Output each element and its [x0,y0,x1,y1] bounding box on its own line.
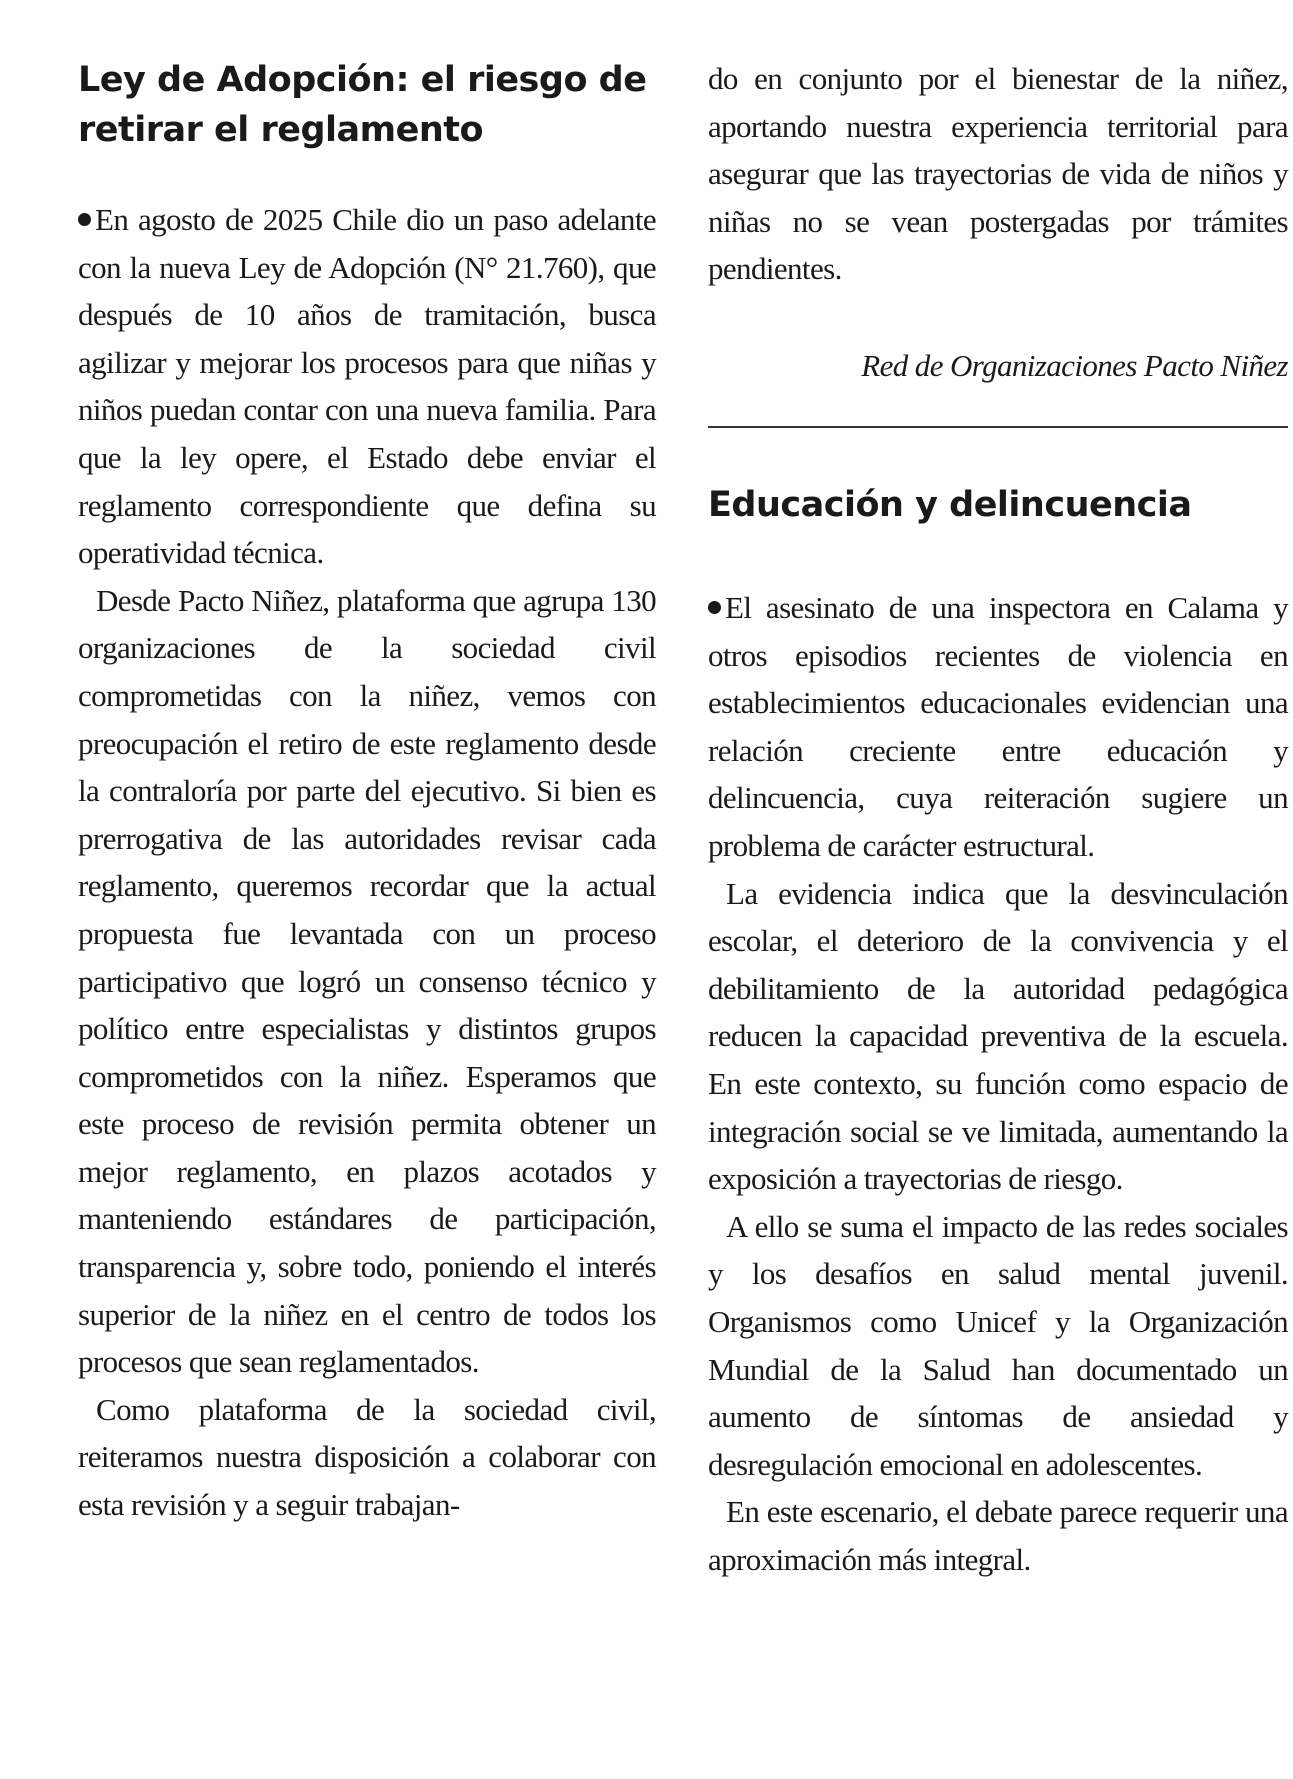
article-divider [708,426,1288,428]
article-1-paragraph-1: En agosto de 2025 Chile dio un paso adelante con la nueva Ley de Adopción (N° 21.760), que después de 10 años de tramitación, busca agilizar y mejorar los procesos para que niñas y niños puedan contar con una nueva familia. Para que la ley opere, el Estado debe enviar el reglamento correspondiente que defina su operatividad técnica. [78,202,656,571]
bullet-icon [78,213,91,226]
article-2-paragraph-1: El asesinato de una inspectora en Calama y otros episodios recientes de violencia en establecimientos educacionales evidencian una relación creciente entre educación y delincuencia, cuya reiteración sugiere un problema de carácter estructural. [708,590,1288,863]
article-1-continuation-text: do en conjunto por el bienestar de la niñez, aportando nuestra experiencia territorial para asegurar que las trayectorias de vida de niños y niñas no se vean postergadas por trámites pendientes. [708,61,1288,287]
article-1-signature: Red de Organizaciones Pacto Niñez [861,348,1288,383]
article-2-body [708,584,1288,1583]
article-2-paragraph-2: La evidencia indica que la desvinculación escolar, el deterioro de la convivencia y el debilitamiento de la autoridad pedagógica reducen la capacidad preventiva de la escuela. En este contexto, su función como espacio de integración social se ve limitada, aumentando la exposición a trayectorias de riesgo. [708,875,1288,1197]
bullet-icon [708,601,721,614]
article-1-body [78,196,656,1529]
article-2-paragraph-4: En este escenario, el debate parece requerir una aproximación más integral. [708,1494,1288,1577]
article-1-continuation [708,55,1288,293]
article-1-title: Ley de Adopción: el riesgo de retirar el reglamento [78,60,647,150]
article-1-paragraph-2: Desde Pacto Niñez, plataforma que agrupa 130 organizaciones de la sociedad civil comprometidas con la niñez, vemos con preocupación el retiro de este reglamento desde la contraloría por parte del ejecutivo. Si bien es prerrogativa de las autoridades revisar cada reglamento, queremos recordar que la actual propuesta fue levantada con un proceso participativo que logró un consenso técnico y político entre especialistas y distintos grupos comprometidos con la niñez. Esperamos que este proceso de revisión permita obtener un mejor reglamento, en plazos acotados y manteniendo estándares de participación, transparencia y, sobre todo, poniendo el interés superior de la niñez en el centro de todos los procesos que sean reglamentados. [78,582,656,1380]
article-2-paragraph-3: A ello se suma el impacto de las redes sociales y los desafíos en salud mental juvenil. Organismos como Unicef y la Organización Mundial de la Salud han documentado un aumento de síntomas de ansiedad y desregulación emocional en adolescentes. [708,1208,1288,1482]
article-1-paragraph-3: Como plataforma de la sociedad civil, reiteramos nuestra disposición a colaborar con esta revisión y a seguir trabajan- [78,1391,656,1523]
article-2-title: Educación y delincuencia [708,485,1192,525]
